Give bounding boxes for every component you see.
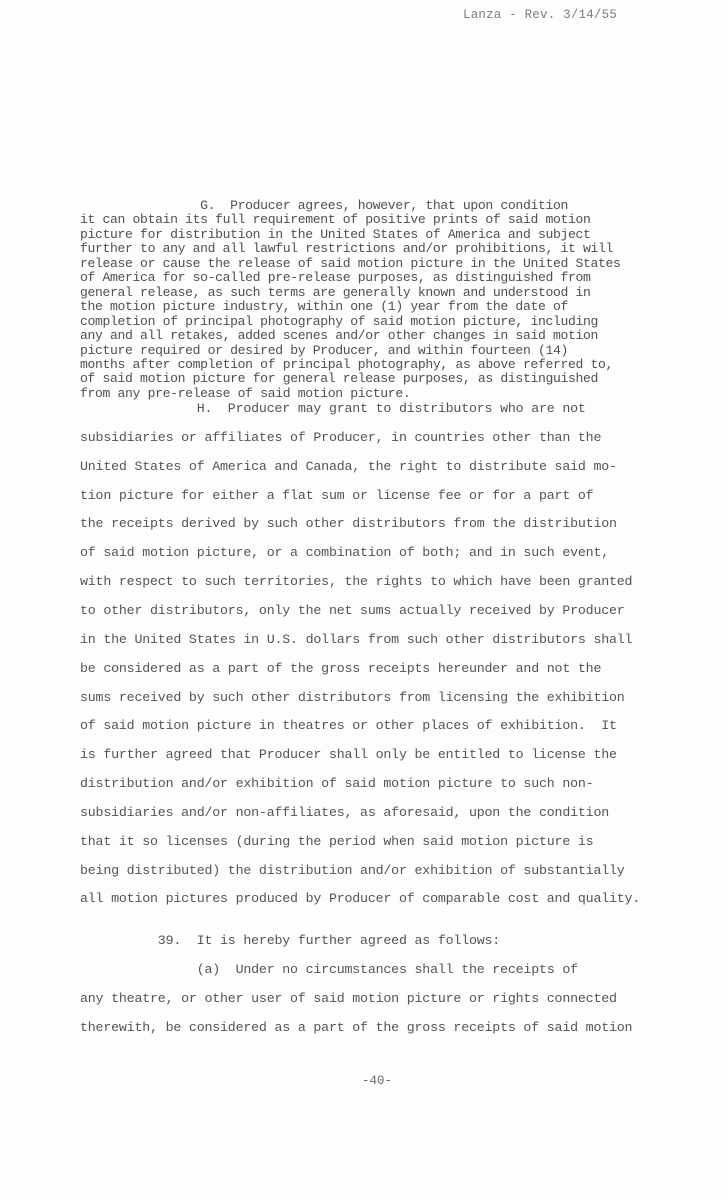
text-line: G. Producer agrees, however, that upon condition (80, 198, 568, 213)
text-line: 39. It is hereby further agreed as follows: (80, 933, 501, 948)
text-line: completion of principal photography of said motion picture, including (80, 313, 599, 329)
text-line: therewith, be considered as a part of the gross receipts of said motion (80, 1019, 633, 1035)
text-line: subsidiaries or affiliates of Producer, in countries other than the (80, 429, 602, 445)
text-line: being distributed) the distribution and/or exhibition of substantially (80, 862, 625, 878)
text-line: it can obtain its full requirement of positive prints of said motion (80, 212, 591, 228)
text-line: of said motion picture, or a combination of both; and in such event, (80, 545, 610, 561)
text-line: the motion picture industry, within one (1) year from the date of (80, 299, 568, 315)
text-line: of America for so-called pre-release purposes, as distinguished from (80, 270, 591, 286)
text-line: months after completion of principal photography, as above referred to, (80, 356, 614, 372)
text-line: all motion pictures produced by Producer of comparable cost and quality. (80, 891, 641, 907)
text-line: is further agreed that Producer shall only be entitled to license the (80, 747, 617, 763)
text-line: picture required or desired by Producer, and within fourteen (14) (80, 342, 568, 358)
text-line: (a) Under no circumstances shall the receipts of (80, 961, 578, 977)
text-line: of said motion picture for general release purposes, as distinguished (80, 371, 599, 387)
text-line: H. Producer may grant to distributors who are not (80, 401, 586, 416)
text-line: release or cause the release of said motion picture in the United States (80, 255, 621, 271)
text-line: with respect to such territories, the rights to which have been granted (80, 574, 633, 590)
text-line: general release, as such terms are generally known and understood in (80, 284, 591, 300)
revision-header: Lanza - Rev. 3/14/55 (463, 8, 618, 22)
text-line: distribution and/or exhibition of said motion picture to such non- (80, 776, 594, 792)
text-line: sums received by such other distributors from licensing the exhibition (80, 689, 625, 705)
text-line: United States of America and Canada, the right to distribute said mo- (80, 458, 617, 474)
text-line: from any pre-release of said motion picture. (80, 385, 411, 401)
text-line: tion picture for either a flat sum or license fee or for a part of (80, 487, 594, 503)
text-line: any and all retakes, added scenes and/or other changes in said motion (80, 328, 599, 344)
text-line: subsidiaries and/or non-affiliates, as aforesaid, upon the condition (80, 804, 610, 820)
text-line: of said motion picture in theatres or other places of exhibition. It (80, 718, 617, 734)
text-line: be considered as a part of the gross receipts hereunder and not the (80, 660, 602, 676)
text-line: that it so licenses (during the period when said motion picture is (80, 833, 594, 849)
text-line: to other distributors, only the net sums actually received by Producer (80, 602, 625, 618)
text-line: in the United States in U.S. dollars from such other distributors shall (80, 631, 633, 647)
page-number: -40- (362, 1074, 393, 1088)
text-line: any theatre, or other user of said motion picture or rights connected (80, 990, 617, 1006)
text-line: picture for distribution in the United States of America and subject (80, 226, 591, 242)
text-line: the receipts derived by such other distributors from the distribution (80, 516, 617, 532)
text-line: further to any and all lawful restrictions and/or prohibitions, it will (80, 241, 614, 257)
